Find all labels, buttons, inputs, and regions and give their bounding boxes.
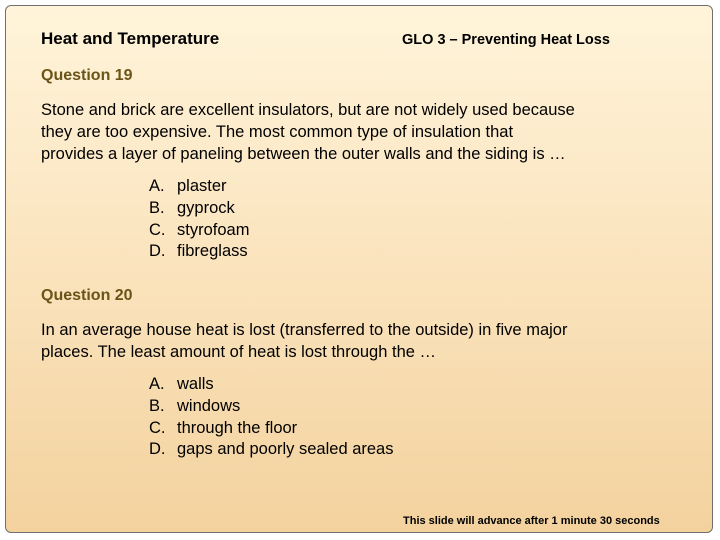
- option-letter: B.: [149, 396, 165, 415]
- question-20-text: [41, 319, 681, 363]
- option-letter: D.: [149, 440, 166, 459]
- option-a[interactable]: [149, 374, 393, 396]
- advance-timer-note: This slide will advance after 1 minute 30 seconds: [403, 515, 660, 527]
- question-text-line: places. The least amount of heat is lost through the …: [41, 343, 437, 361]
- question-19-options: [149, 176, 249, 263]
- option-text: plaster: [177, 177, 227, 195]
- option-letter: C.: [149, 418, 166, 437]
- question-19-title: Question 19: [41, 67, 133, 84]
- option-text: gyprock: [177, 198, 235, 217]
- question-text-line: In an average house heat is lost (transferred to the outside) in five major: [41, 321, 568, 339]
- option-c[interactable]: [149, 418, 393, 440]
- option-text: gaps and poorly sealed areas: [177, 440, 394, 459]
- question-20-title: Question 20: [41, 287, 133, 304]
- option-d[interactable]: [149, 241, 249, 263]
- option-text: windows: [177, 396, 241, 415]
- option-letter: A.: [149, 177, 165, 195]
- option-letter: D.: [149, 242, 166, 261]
- slide-subtitle: GLO 3 – Preventing Heat Loss: [402, 32, 610, 48]
- option-text: fibreglass: [177, 242, 248, 261]
- option-text: walls: [177, 375, 214, 393]
- question-20-options: [149, 374, 393, 461]
- option-d[interactable]: [149, 439, 393, 461]
- question-text-line: Stone and brick are excellent insulators, but are not widely used because: [41, 101, 575, 119]
- question-text-line: they are too expensive. The most common type of insulation that: [41, 123, 514, 141]
- option-c[interactable]: [149, 220, 249, 242]
- option-b[interactable]: [149, 198, 249, 220]
- option-letter: B.: [149, 198, 165, 217]
- option-a[interactable]: [149, 176, 249, 198]
- option-text: through the floor: [177, 418, 298, 437]
- slide-title: Heat and Temperature: [41, 29, 220, 48]
- option-letter: A.: [149, 375, 165, 393]
- option-letter: C.: [149, 220, 166, 239]
- question-text-line: provides a layer of paneling between the outer walls and the siding is …: [41, 145, 566, 163]
- question-19-text: [41, 99, 681, 165]
- option-text: styrofoam: [177, 220, 250, 239]
- option-b[interactable]: [149, 396, 393, 418]
